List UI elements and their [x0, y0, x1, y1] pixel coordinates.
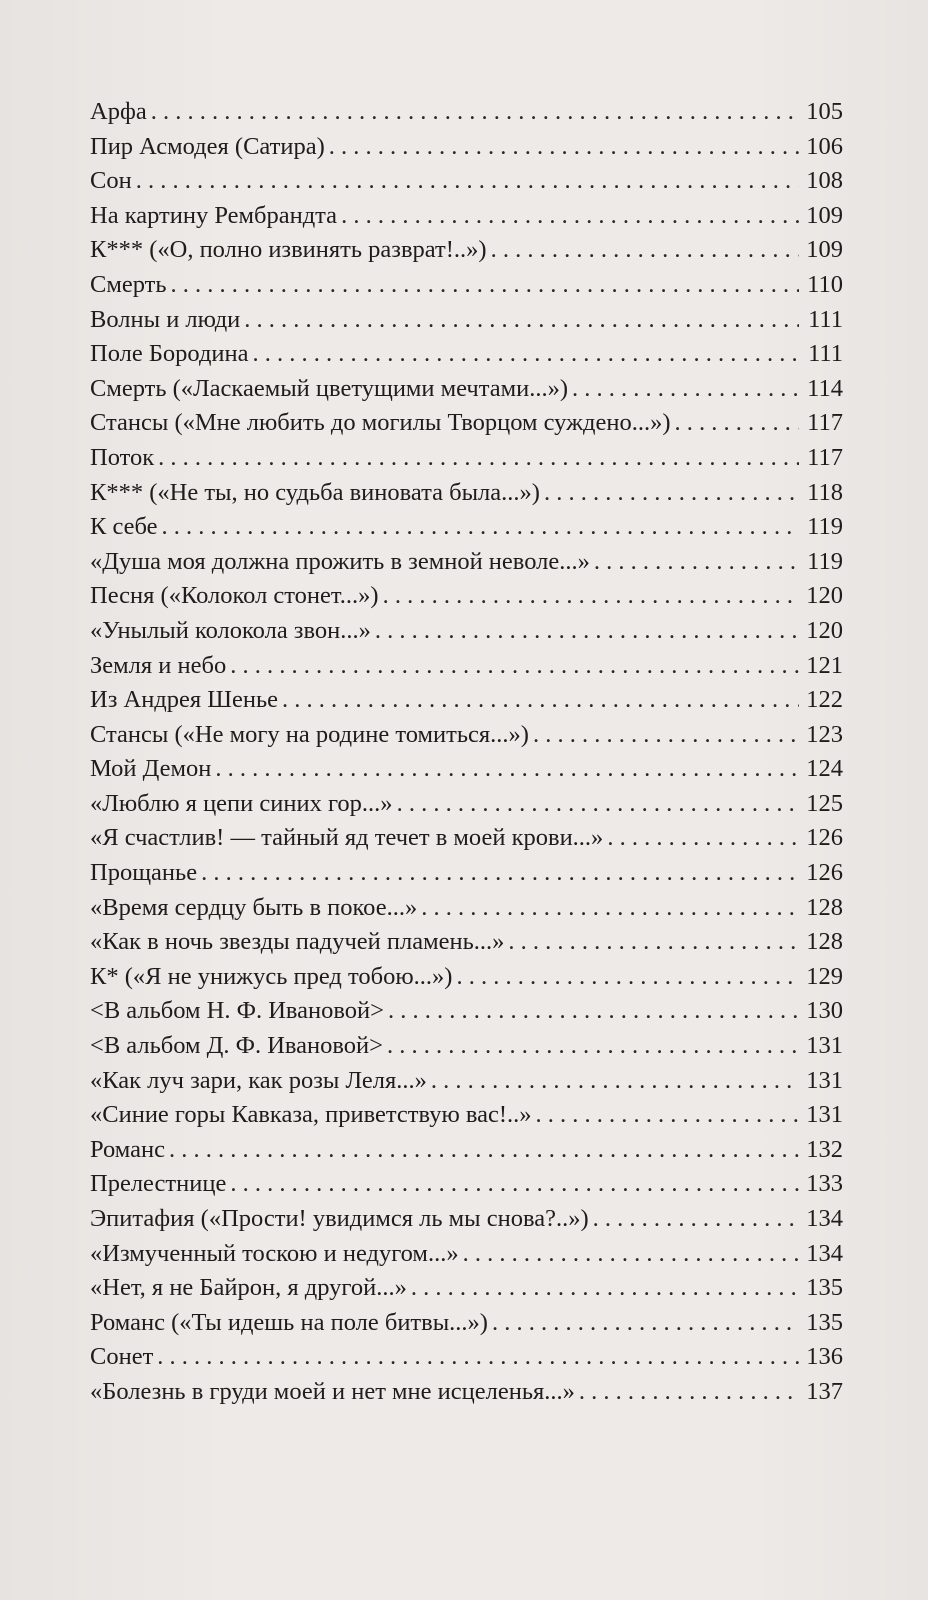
dot-leader: [572, 372, 799, 407]
toc-entry-page-number: 109: [806, 201, 843, 229]
table-of-contents: [90, 95, 843, 1410]
toc-entry-page-number: 105: [806, 98, 843, 125]
dot-leader: [492, 1306, 799, 1341]
dot-leader: [253, 337, 799, 372]
dot-leader: [675, 406, 799, 441]
toc-entry-title: Сон: [90, 167, 132, 195]
dot-leader: [215, 752, 799, 787]
toc-entry-page-number: 130: [806, 997, 843, 1025]
dot-leader: [244, 303, 799, 338]
dot-leader: [171, 268, 799, 303]
toc-entry-title: «Нет, я не Байрон, я другой...»: [90, 1274, 407, 1302]
toc-entry-title: К*** («О, полно извинять разврат!..»): [90, 236, 487, 264]
toc-entry-page-number: 117: [807, 443, 843, 471]
dot-leader: [151, 95, 799, 130]
dot-leader: [282, 683, 799, 718]
toc-entry: [90, 614, 843, 649]
toc-entry: [90, 1029, 843, 1064]
toc-entry-title: «Время сердцу быть в покое...»: [90, 893, 418, 921]
toc-entry-page-number: 118: [807, 478, 843, 506]
toc-entry-title: Из Андрея Шенье: [90, 686, 279, 714]
toc-entry-title: «Душа моя должна прожить в земной неволе...»: [90, 547, 590, 575]
dot-leader: [329, 130, 799, 165]
toc-entry: [90, 1202, 843, 1237]
toc-entry-title: Прелестнице: [90, 1170, 227, 1198]
toc-entry-title: «Как в ночь звезды падучей пламень...»: [90, 928, 505, 956]
toc-entry: [90, 683, 843, 718]
dot-leader: [158, 441, 799, 476]
toc-entry-page-number: 131: [806, 1066, 843, 1094]
dot-leader: [411, 1271, 799, 1306]
dot-leader: [533, 718, 799, 753]
toc-entry: [90, 1237, 843, 1272]
toc-entry: [90, 130, 843, 165]
dot-leader: [579, 1375, 799, 1410]
toc-entry-page-number: 128: [806, 893, 843, 921]
toc-entry: [90, 441, 843, 476]
toc-entry: [90, 579, 843, 614]
toc-entry-page-number: 137: [806, 1377, 843, 1405]
dot-leader: [397, 787, 799, 822]
toc-entry-page-number: 131: [806, 1032, 843, 1060]
toc-entry: [90, 891, 843, 926]
toc-entry-title: Романс: [90, 1135, 165, 1163]
toc-entry: [90, 1133, 843, 1168]
toc-entry: [90, 476, 843, 511]
toc-entry-page-number: 117: [807, 409, 843, 437]
toc-entry-page-number: 135: [806, 1308, 843, 1336]
toc-entry-title: «Как луч зари, как розы Леля...»: [90, 1066, 427, 1094]
dot-leader: [230, 649, 799, 684]
toc-entry-title: Прощанье: [90, 859, 198, 887]
toc-entry-title: На картину Рембрандта: [90, 201, 338, 229]
toc-entry-page-number: 119: [807, 513, 843, 541]
toc-entry: [90, 233, 843, 268]
dot-leader: [201, 856, 799, 891]
dot-leader: [491, 233, 799, 268]
toc-entry-title: Пир Асмодея (Сатира): [90, 132, 325, 160]
dot-leader: [169, 1133, 799, 1168]
toc-entry: [90, 718, 843, 753]
toc-entry: [90, 1167, 843, 1202]
dot-leader: [536, 1098, 799, 1133]
toc-entry-page-number: 128: [806, 928, 843, 956]
toc-entry-title: К* («Я не унижусь пред тобою...»): [90, 962, 453, 990]
toc-entry: [90, 199, 843, 234]
toc-entry: [90, 303, 843, 338]
toc-entry-title: Песня («Колокол стонет...»): [90, 582, 379, 610]
toc-entry-page-number: 123: [806, 720, 843, 748]
toc-entry: [90, 1340, 843, 1375]
toc-entry: [90, 164, 843, 199]
dot-leader: [157, 1340, 799, 1375]
toc-entry-title: Волны и люди: [90, 305, 241, 333]
toc-entry: [90, 510, 843, 545]
dot-leader: [162, 510, 799, 545]
toc-entry-page-number: 133: [806, 1170, 843, 1198]
toc-entry-title: Поток: [90, 443, 155, 471]
toc-entry-page-number: 109: [806, 236, 843, 264]
toc-entry-page-number: 132: [806, 1135, 843, 1163]
toc-entry: [90, 856, 843, 891]
dot-leader: [421, 891, 799, 926]
toc-entry-title: Смерть: [90, 270, 167, 298]
toc-entry-page-number: 126: [806, 859, 843, 887]
toc-entry-title: «Болезнь в груди моей и нет мне исцеленья...»: [90, 1377, 575, 1405]
toc-entry-title: <В альбом Д. Ф. Ивановой>: [90, 1032, 383, 1060]
toc-entry-page-number: 131: [806, 1101, 843, 1129]
dot-leader: [594, 545, 799, 580]
toc-entry-title: «Измученный тоскою и недугом...»: [90, 1239, 459, 1267]
toc-entry: [90, 1271, 843, 1306]
dot-leader: [388, 994, 799, 1029]
toc-entry-title: К себе: [90, 513, 158, 541]
toc-entry: [90, 649, 843, 684]
toc-entry-page-number: 120: [806, 616, 843, 644]
toc-entry-title: «Я счастлив! — тайный яд течет в моей крови...»: [90, 824, 604, 852]
dot-leader: [508, 925, 799, 960]
dot-leader: [383, 579, 799, 614]
toc-entry-title: Поле Бородина: [90, 340, 249, 368]
toc-entry-page-number: 121: [806, 651, 843, 679]
toc-entry-title: Сонет: [90, 1343, 154, 1371]
dot-leader: [544, 476, 799, 511]
toc-entry-title: Арфа: [90, 98, 147, 125]
toc-entry-page-number: 106: [806, 132, 843, 160]
toc-entry: [90, 1098, 843, 1133]
dot-leader: [431, 1064, 799, 1099]
toc-entry-title: Стансы («Мне любить до могилы Творцом суждено...»): [90, 409, 671, 437]
toc-entry-title: Эпитафия («Прости! увидимся ль мы снова?..»): [90, 1205, 589, 1232]
toc-entry-page-number: 134: [806, 1239, 843, 1267]
toc-entry-page-number: 136: [806, 1343, 843, 1371]
toc-entry-title: «Синие горы Кавказа, приветствую вас!..»: [90, 1101, 532, 1129]
toc-entry-page-number: 110: [807, 270, 843, 298]
toc-entry-title: Стансы («Не могу на родине томиться...»): [90, 720, 529, 748]
toc-entry-page-number: 129: [806, 962, 843, 990]
toc-entry: [90, 960, 843, 995]
toc-entry-page-number: 114: [807, 374, 843, 402]
toc-entry: [90, 406, 843, 441]
dot-leader: [136, 164, 799, 199]
toc-entry: [90, 1064, 843, 1099]
toc-entry: [90, 1306, 843, 1341]
toc-entry-title: Земля и небо: [90, 651, 227, 679]
toc-entry: [90, 787, 843, 822]
toc-entry-title: К*** («Не ты, но судьба виновата была...»): [90, 478, 540, 506]
toc-entry: [90, 268, 843, 303]
dot-leader: [456, 960, 799, 995]
toc-entry-title: «Люблю я цепи синих гор...»: [90, 789, 393, 817]
toc-entry-page-number: 125: [806, 789, 843, 817]
toc-entry-page-number: 120: [806, 582, 843, 610]
toc-entry-page-number: 122: [806, 686, 843, 714]
toc-entry-title: <В альбом Н. Ф. Ивановой>: [90, 997, 384, 1025]
dot-leader: [463, 1237, 799, 1272]
toc-entry: [90, 545, 843, 580]
toc-entry-page-number: 119: [807, 547, 843, 575]
toc-entry-title: «Унылый колокола звон...»: [90, 616, 371, 644]
toc-entry-title: Мой Демон: [90, 755, 212, 783]
toc-entry-page-number: 134: [806, 1205, 843, 1232]
dot-leader: [607, 821, 799, 856]
toc-entry: [90, 95, 843, 130]
toc-entry-page-number: 135: [806, 1274, 843, 1302]
toc-entry: [90, 372, 843, 407]
toc-entry-page-number: 126: [806, 824, 843, 852]
toc-entry: [90, 994, 843, 1029]
toc-entry-title: Смерть («Ласкаемый цветущими мечтами...»): [90, 374, 569, 402]
dot-leader: [593, 1202, 799, 1237]
dot-leader: [387, 1029, 799, 1064]
toc-entry-page-number: 124: [806, 755, 843, 783]
toc-entry-page-number: 111: [808, 305, 843, 333]
toc-entry-page-number: 108: [806, 167, 843, 195]
dot-leader: [375, 614, 799, 649]
dot-leader: [230, 1167, 799, 1202]
toc-entry: [90, 925, 843, 960]
dot-leader: [341, 199, 799, 234]
toc-entry: [90, 337, 843, 372]
toc-entry-title: Романс («Ты идешь на поле битвы...»): [90, 1308, 488, 1336]
toc-entry: [90, 821, 843, 856]
toc-entry-page-number: 111: [808, 340, 843, 368]
toc-entry: [90, 752, 843, 787]
toc-entry: [90, 1375, 843, 1410]
